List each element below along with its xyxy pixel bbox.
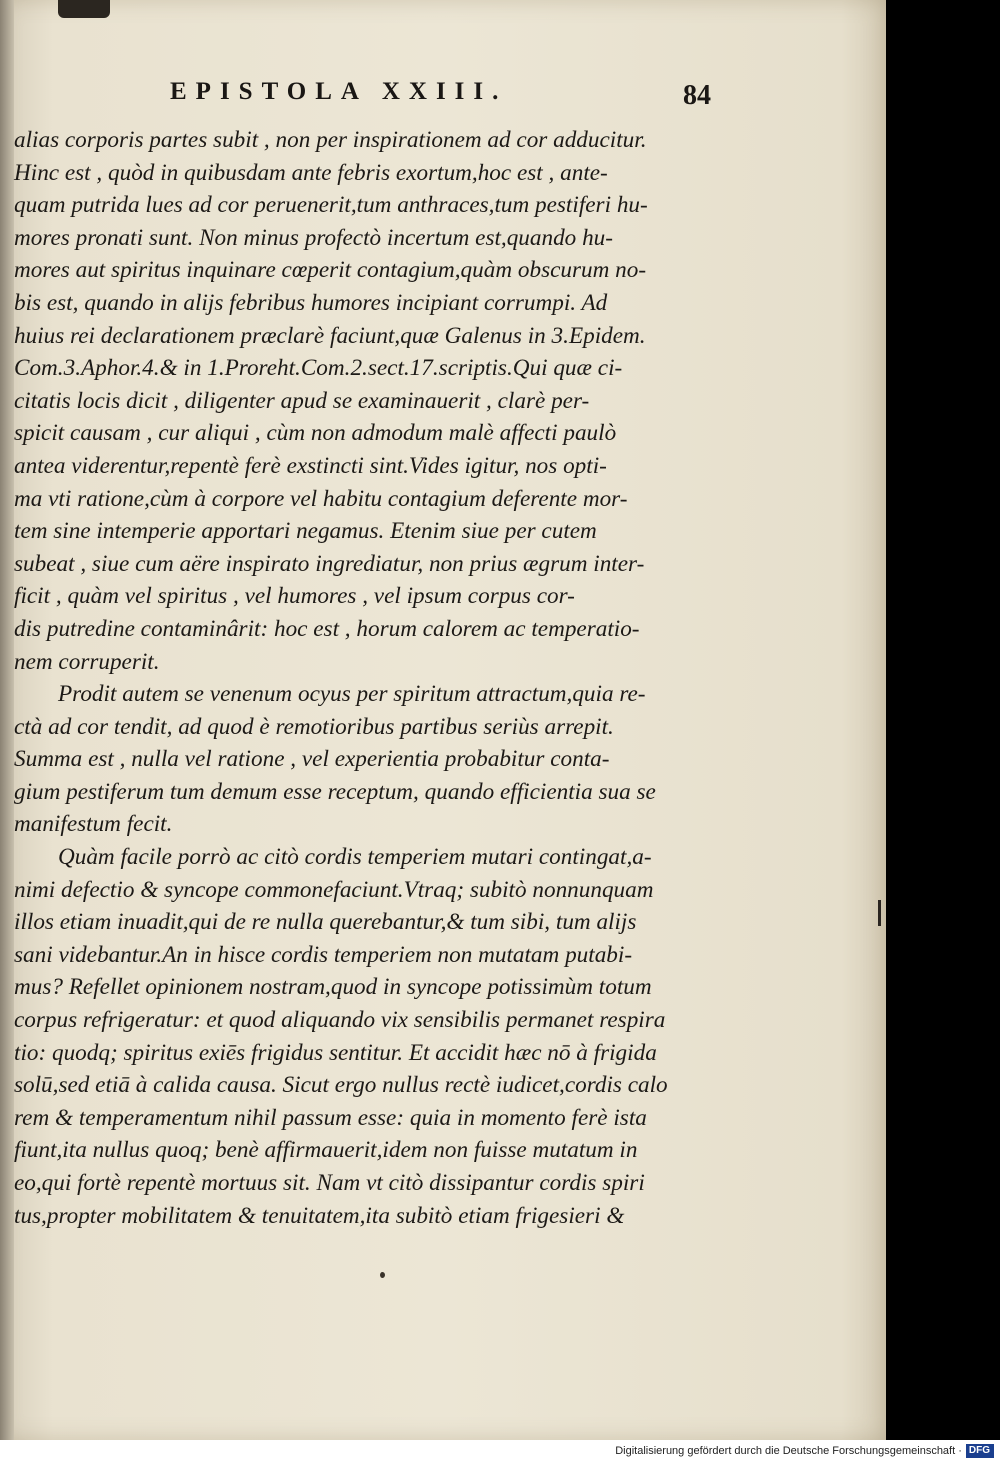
text-line: citatis locis dicit , diligenter apud se examinauerit , clarè per- (14, 387, 590, 414)
text-line: Summa est , nulla vel ratione , vel experientia probabitur conta- (14, 746, 610, 773)
text-line: sani videbantur.An in hisce cordis temperiem non mutatam putabi- (14, 941, 633, 968)
binding-tab (58, 0, 110, 18)
text-line: huius rei declarationem præclarè faciunt,quæ Galenus in 3.Epidem. (14, 322, 646, 349)
text-line: eo,qui fortè repentè mortuus sit. Nam vt citò dissipantur cordis spiri (14, 1170, 645, 1196)
text-line: Hinc est , quòd in quibusdam ante febris exortum,hoc est , ante- (14, 159, 608, 186)
text-line: fiunt,ita nullus quoq; benè affirmauerit,idem non fuisse mutatum in (14, 1137, 638, 1164)
text-line: nem corruperit. (14, 648, 160, 675)
text-line: alias corporis partes subit , non per inspirationem ad cor adducitur. (14, 127, 647, 153)
text-line: tem sine intemperie apportari negamus. Etenim siue per cutem (14, 518, 597, 545)
text-line: illos etiam inuadit,qui de re nulla querebantur,& tum sibi, tum alijs (14, 909, 637, 936)
running-head: EPISTOLA XXIII. (170, 78, 508, 105)
text-line: mores pronati sunt. Non minus profectò incertum est,quando hu- (14, 224, 613, 251)
digitization-footer (0, 1440, 1000, 1462)
text-line: ctà ad cor tendit, ad quod è remotioribus partibus seriùs arrepit. (14, 713, 614, 740)
text-line: Quàm facile porrò ac citò cordis temperiem mutari contingat,a- (58, 844, 652, 871)
text-line: solū,sed etiā à calida causa. Sicut ergo nullus rectè iudicet,cordis calo (14, 1072, 668, 1099)
body-text (14, 124, 714, 1232)
ink-speck (380, 1272, 385, 1278)
page-gutter (0, 0, 14, 1440)
text-line: rem & temperamentum nihil passum esse: quia in momento ferè ista (14, 1104, 647, 1131)
text-line: mus? Refellet opinionem nostram,quod in syncope potissimùm totum (14, 974, 652, 1001)
text-line: quam putrida lues ad cor peruenerit,tum anthraces,tum pestiferi hu- (14, 192, 648, 219)
text-line: tus,propter mobilitatem & tenuitatem,ita subitò etiam frigesieri & (14, 1202, 625, 1229)
text-line: mores aut spiritus inquinare cœperit contagium,quàm obscurum no- (14, 257, 647, 284)
text-line: spicit causam , cur aliqui , cùm non admodum malè affecti paulò (14, 420, 617, 447)
text-line: manifestum fecit. (14, 811, 173, 838)
text-line: dis putredine contaminârit: hoc est , horum calorem ac temperatio- (14, 615, 640, 642)
text-line: bis est, quando in alijs febribus humores incipiant corrumpi. Ad (14, 289, 608, 316)
text-line: ma vti ratione,cùm à corpore vel habitu contagium deferente mor- (14, 485, 628, 512)
text-line: corpus refrigeratur: et quod aliquando vix sensibilis permanet respira (14, 1007, 666, 1034)
text-line: gium pestiferum tum demum esse receptum, quando efficientia sua se (14, 778, 656, 805)
text-line: nimi defectio & syncope commonefaciunt.Vtraq; subitò nonnunquam (14, 876, 654, 903)
text-line: antea viderentur,repentè ferè exstincti sint.Vides igitur, nos opti- (14, 452, 607, 479)
text-line: ficit , quàm vel spiritus , vel humores , vel ipsum corpus cor- (14, 583, 575, 610)
edge-mark (878, 900, 881, 926)
text-line: Prodit autem se venenum ocyus per spiritum attractum,quia re- (58, 681, 646, 708)
text-line: tio: quodq; spiritus exiēs frigidus sentitur. Et accidit hæc nō à frigida (14, 1039, 657, 1066)
dfg-logo: DFG (966, 1444, 994, 1458)
text-line: Com.3.Aphor.4.& in 1.Proreht.Com.2.sect.17.scriptis.Qui quæ ci- (14, 355, 623, 382)
footer-credit: Digitalisierung gefördert durch die Deutsche Forschungsgemeinschaft · (615, 1445, 962, 1457)
text-line: subeat , siue cum aëre inspirato ingrediatur, non prius ægrum inter- (14, 550, 645, 577)
page-number: 84 (683, 80, 711, 111)
